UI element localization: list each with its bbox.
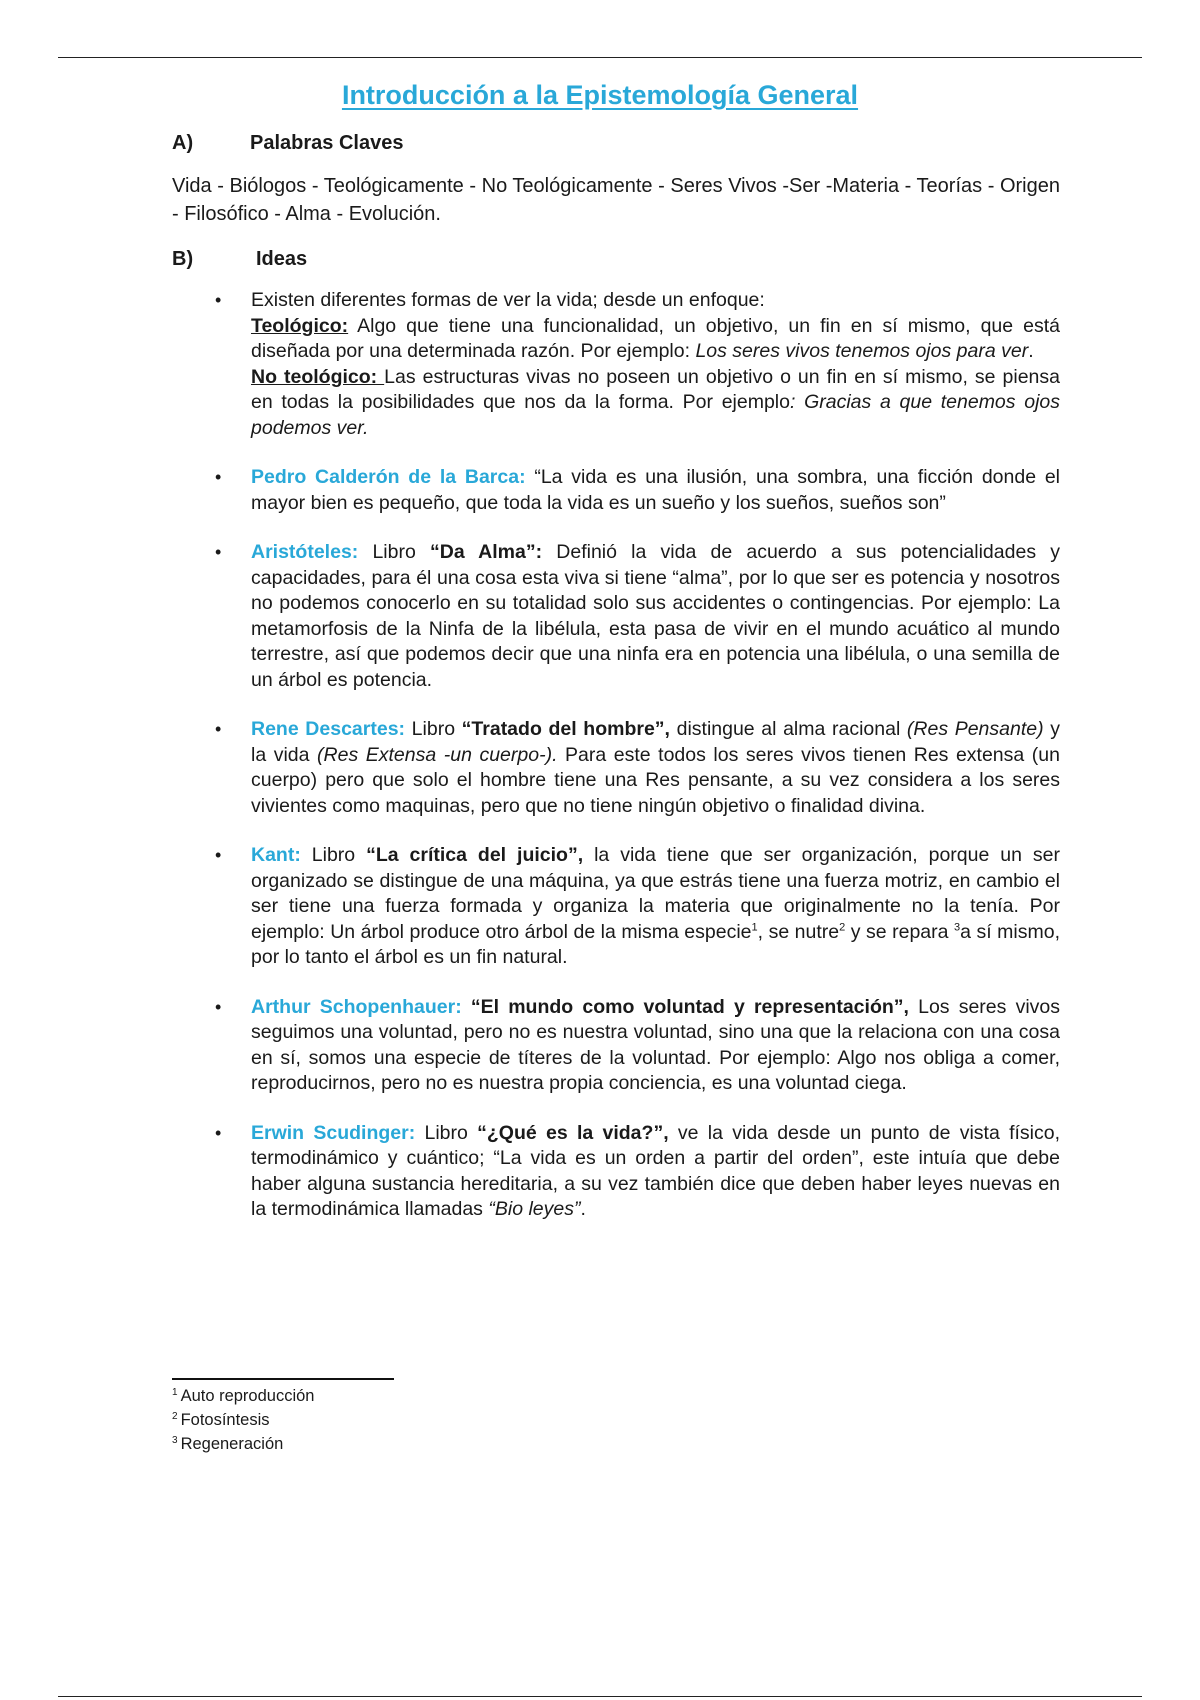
descartes-book: “Tratado del hombre”, (461, 718, 670, 740)
author-aristoteles: Aristóteles: (251, 541, 359, 563)
aristoteles-text: Definió la vida de acuerdo a sus potencialidades y capacidades, para él una cosa esta viva si tiene “alma”, por lo que ser es potencia y nosotros no podemos conocerlo en su totalidad solo sus accidentes o contingencias. Por ejemplo: La metamorfosis de la Ninfa de la libélula, esta pasa de vivir en el mundo acuático al mundo terrestre, así que podemos decir que una ninfa era en potencia una libélula, o una semilla de un árbol es potencia. (251, 541, 1060, 691)
no-teologico-label: No teológico: (251, 365, 385, 388)
bullet-icon: • (215, 845, 222, 865)
descartes-i1: (Res Pensante) (906, 718, 1044, 740)
idea-aristoteles (172, 540, 1060, 693)
teologico-example: Los seres vivos tenemos ojos para ver (695, 340, 1029, 362)
schrodinger-end: . (580, 1198, 586, 1220)
teologico-end: . (1028, 340, 1034, 362)
schopenhauer-text: Los seres vivos seguimos una voluntad, pero no es nuestra voluntad, sino una que la relaciona con una cosa en sí, somos una especie de títeres de la voluntad. Por ejemplo: Algo nos obliga a comer, reproducirnos, pero no es nuestra propia conciencia, es una voluntad ciega. (251, 995, 1060, 1094)
footnotes (172, 1384, 314, 1456)
bullet-icon: • (215, 996, 222, 1017)
descartes-pre: Libro (405, 718, 462, 740)
author-kant: Kant: (251, 844, 301, 866)
kant-t3: y se repara (845, 920, 955, 943)
author-schrodinger: Erwin Scudinger: (251, 1121, 416, 1144)
descartes-t3: Para este todos los seres vivos tienen Res extensa (un cuerpo) pero que solo el hombre tiene una Res pensante, a su vez considera a los seres vivientes como maquinas, pero que no tiene ningún objetivo o finalidad divina. (251, 743, 1060, 817)
footnote-num: 2 (172, 1410, 178, 1422)
teologico-label: Teológico: (251, 314, 349, 337)
footnote-1 (172, 1384, 314, 1408)
kant-t1: la vida tiene que ser organización, porque un ser organizado se distingue de una máquina, ya que estrás tiene una fuerza motriz, en cambio el ser tiene una fuerza formada y organiza la materia que originalmente no la tenía. Por ejemplo: Un árbol produce otro árbol de la misma especie (251, 844, 1060, 943)
idea-kant (172, 843, 1060, 971)
footnote-num: 3 (172, 1434, 178, 1446)
teologico-text: Algo que tiene una funcionalidad, un objetivo, un fin en sí mismo, que está diseñada por una determinada razón. Por ejemplo: (251, 314, 1060, 362)
kant-t2: , se nutre (757, 920, 840, 943)
schrodinger-text: ve la vida desde un punto de vista físico, termodinámico y cuántico; “La vida es un orden a partir del orden”, este intuía que debe haber alguna sustancia hereditaria, a su vez también dice que deben haber leyes nuevas en la termodinámica llamadas (251, 1121, 1061, 1220)
ideas-list (172, 288, 1060, 1247)
footnote-3 (172, 1432, 314, 1456)
footnote-text: Auto reproducción (180, 1387, 315, 1405)
footnote-ref-3[interactable]: 3 (954, 921, 961, 933)
bullet-icon: • (215, 290, 222, 310)
author-descartes: Rene Descartes: (251, 718, 406, 740)
section-b-letter: B) (172, 248, 194, 270)
idea-calderon (172, 465, 1060, 516)
no-teologico-example: : Gracias a que tenemos ojos podemos ver. (251, 391, 1060, 439)
kant-book: “La crítica del juicio”, (366, 844, 584, 866)
footnote-text: Regeneración (180, 1435, 284, 1453)
idea-descartes (172, 717, 1060, 819)
footnote-text: Fotosíntesis (180, 1411, 270, 1429)
author-schopenhauer: Arthur Schopenhauer: (251, 995, 462, 1018)
kant-t4: a sí mismo, por lo tanto el árbol es un fin natural. (251, 920, 1061, 968)
page-title: Introducción a la Epistemología General (341, 80, 859, 110)
descartes-t2: y la vida (251, 718, 1060, 766)
author-calderon: Pedro Calderón de la Barca: (251, 466, 526, 488)
footnote-separator (172, 1378, 394, 1380)
section-a-letter: A) (172, 132, 194, 154)
footnote-ref-2[interactable]: 2 (839, 921, 846, 933)
section-a-heading (172, 132, 403, 155)
bullet-icon: • (215, 467, 222, 487)
idea-schrodinger (172, 1121, 1060, 1223)
bottom-rule (58, 1696, 1142, 1697)
idea-enfoque (172, 288, 1060, 441)
footnote-2 (172, 1408, 314, 1432)
descartes-t1: distingue al alma racional (669, 718, 907, 740)
schrodinger-book: “¿Qué es la vida?”, (477, 1121, 669, 1144)
footnote-num: 1 (172, 1386, 178, 1398)
schopenhauer-book: “El mundo como voluntad y representación”, (461, 995, 909, 1018)
section-a-title: Palabras Claves (250, 132, 404, 154)
footnote-ref-1[interactable]: 1 (751, 921, 758, 933)
aristoteles-pre: Libro (358, 541, 431, 563)
calderon-text: “La vida es una ilusión, una sombra, una ficción donde el mayor bien es pequeño, que toda la vida es un sueño y los sueños, sueños son” (251, 466, 1060, 514)
top-rule (58, 57, 1142, 58)
schrodinger-italic: “Bio leyes” (488, 1198, 581, 1220)
idea-schopenhauer (172, 995, 1060, 1097)
bullet-icon: • (215, 542, 222, 562)
schrodinger-pre: Libro (415, 1121, 478, 1144)
kant-pre: Libro (300, 844, 367, 866)
bullet-icon: • (215, 1122, 222, 1143)
aristoteles-book: “Da Alma”: (430, 541, 543, 563)
descartes-i2: (Res Extensa -un cuerpo-). (317, 743, 558, 766)
no-teologico-text: Las estructuras vivas no poseen un objetivo o un fin en sí mismo, se piensa en todas la posibilidades que nos da la forma. Por ejemplo (251, 365, 1060, 413)
enfoque-intro: Existen diferentes formas de ver la vida; desde un enfoque: (251, 289, 765, 311)
section-b-title: Ideas (256, 248, 308, 270)
section-b-heading (172, 248, 307, 271)
keywords-paragraph: Vida - Biólogos - Teológicamente - No Teológicamente - Seres Vivos -Ser -Materia - Teorías - Origen - Filosófico - Alma - Evolución. (172, 175, 1060, 225)
bullet-icon: • (215, 719, 222, 739)
